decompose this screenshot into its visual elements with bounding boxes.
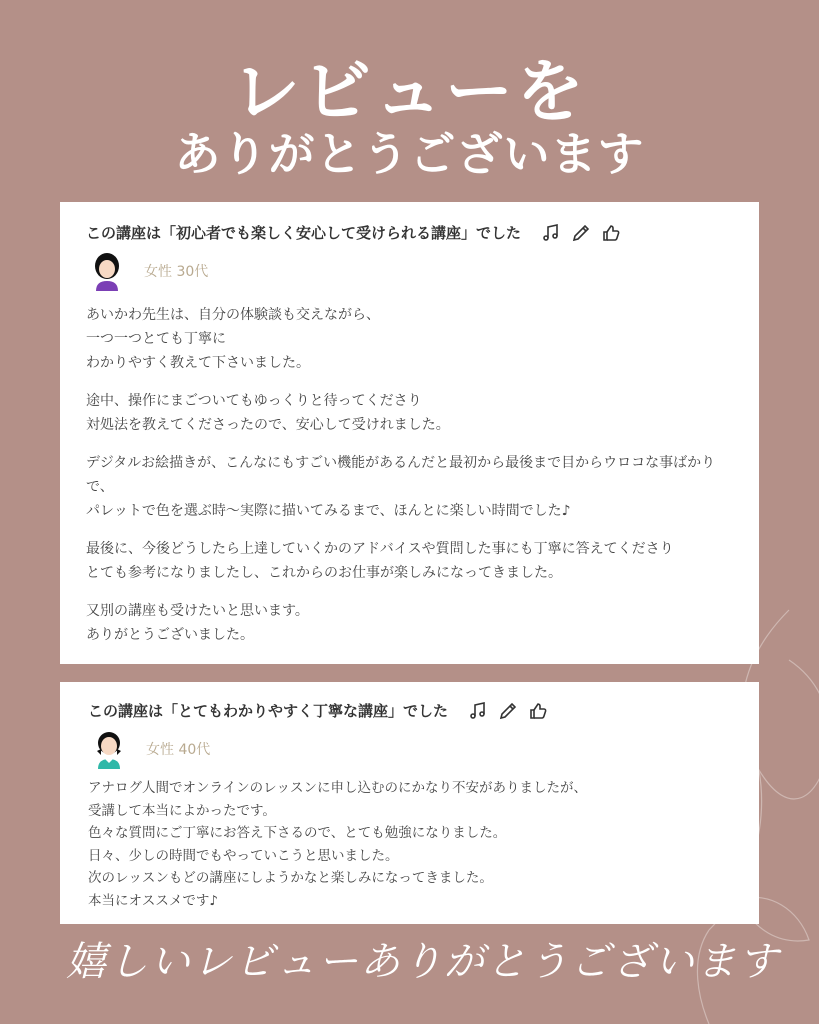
review-card [60, 682, 759, 924]
review-line: 最後に、今後どうしたら上達していくかのアドバイスや質問した事にも丁寧に答えてくださり [86, 541, 674, 557]
reviewer-meta: 女性 30代 [144, 264, 209, 280]
review-line: 日々、少しの時間でもやっていこうと思いました。 [88, 847, 399, 864]
review-line: 受講して本当によかったです。 [88, 802, 276, 819]
review-line: ありがとうございました。 [86, 627, 254, 643]
review-line: 対処法を教えてくださったので、安心して受けれました。 [86, 417, 450, 433]
review-line: デジタルお絵描きが、こんなにもすごい機能があるんだと最初から最後まで目からウロコな事ばかり [86, 455, 716, 471]
hero-title: レビューを [231, 53, 587, 132]
review-line: 又別の講座も受けたいと思います。 [86, 603, 309, 619]
avatar [94, 729, 124, 769]
review-line: アナログ人間でオンラインのレッスンに申し込むのにかなり不安がありましたが、 [88, 780, 587, 796]
hero-subtitle: ありがとうございます [174, 127, 645, 181]
music-note-icon[interactable] [468, 701, 488, 721]
review-line: 次のレッスンもどの講座にしようかなと楽しみになってきました。 [88, 870, 493, 886]
review-title: この講座は「とてもわかりやすく丁寧な講座」でした [88, 702, 449, 720]
review-line: わかりやすく教えて下さいました。 [86, 355, 310, 371]
review-line: あいかわ先生は、自分の体験談も交えながら、 [86, 307, 380, 323]
review-body [86, 303, 735, 647]
music-note-icon[interactable] [541, 223, 561, 243]
avatar [92, 251, 122, 291]
review-line: パレットで色を選ぶ時〜実際に描いてみるまで、ほんとに楽しい時間でした♪ [86, 503, 571, 519]
review-line: とても参考になりましたし、これからのお仕事が楽しみになってきました。 [86, 565, 562, 581]
pencil-icon[interactable] [498, 701, 518, 721]
thumbs-up-icon[interactable] [528, 701, 548, 721]
review-title: この講座は「初心者でも楽しく安心して受けられる講座」でした [86, 224, 522, 242]
pencil-icon[interactable] [571, 223, 591, 243]
review-line: 色々な質問にご丁寧にお答え下さるので、とても勉強になりました。 [88, 825, 507, 841]
review-line: で、 [86, 479, 114, 495]
review-line: 途中、操作にまごついてもゆっくりと待ってくださり [86, 393, 422, 409]
thumbs-up-icon[interactable] [601, 223, 621, 243]
reviewer-meta: 女性 40代 [146, 742, 211, 758]
review-line: 一つ一つとても丁寧に [86, 331, 226, 347]
review-line: 本当にオススメです♪ [88, 892, 218, 909]
footer-handwritten-text: 嬉しいレビューありがとうございます [66, 939, 780, 985]
review-card [60, 202, 759, 664]
review-body [88, 777, 735, 912]
